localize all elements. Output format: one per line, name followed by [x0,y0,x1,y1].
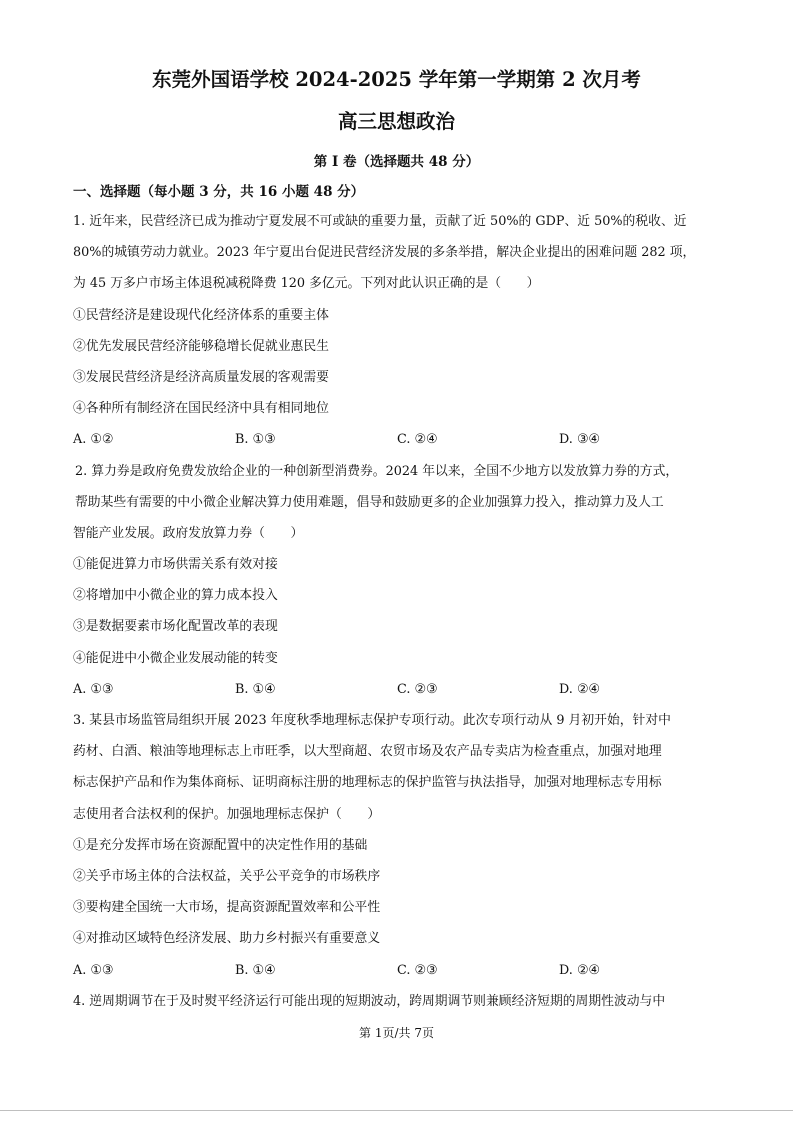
question-stem-line: 志使用者合法权利的保护。加强地理标志保护（ ） [73,806,381,822]
option-c[interactable]: C. ②④ [397,432,438,448]
section-title: 第 I 卷（选择题共 48 分） [313,154,480,170]
option-a[interactable]: A. ①② [73,432,114,448]
statement-item: ②优先发展民营经济能够稳增长促就业惠民生 [73,338,329,354]
option-d[interactable]: D. ③④ [559,432,600,448]
statement-item: ③是数据要素市场化配置改革的表现 [73,619,278,635]
statement-item: ④对推动区域特色经济发展、助力乡村振兴有重要意义 [73,931,381,947]
question-2 [73,456,723,706]
question-stem-line: 2. 算力券是政府免费发放给企业的一种创新型消费券。2024 年以来，全国不少地方以发放算力券的方式， [75,463,679,479]
statement-item: ④各种所有制经济在国民经济中具有相同地位 [73,401,329,417]
option-b[interactable]: B. ①④ [235,962,276,978]
statement-item: ①民营经济是建设现代化经济体系的重要主体 [73,307,329,323]
answer-options [73,955,723,986]
question-stem-line: 4. 逆周期调节在于及时熨平经济运行可能出现的短期波动，跨周期调节则兼顾经济短期的周期性波动与中 [73,993,666,1009]
statement-item: ②关乎市场主体的合法权益，关乎公平竞争的市场秩序 [73,868,381,884]
option-a[interactable]: A. ①③ [73,962,114,978]
part-title: 一、选择题（每小题 3 分，共 16 小题 48 分） [73,184,365,200]
option-c[interactable]: C. ②③ [397,962,438,978]
exam-subject: 高三思想政治 [337,110,455,133]
question-list [73,206,723,1017]
statement-item: ①是充分发挥市场在资源配置中的决定性作用的基础 [73,837,368,853]
option-b[interactable]: B. ①③ [235,432,276,448]
exam-title: 东莞外国语学校 2024-2025 学年第一学期第 2 次月考 [152,68,641,91]
question-stem-line: 为 45 万多户市场主体退税减税降费 120 多亿元。下列对此认识正确的是（ ） [73,276,540,292]
question-stem-line: 帮助某些有需要的中小微企业解决算力使用难题，倡导和鼓励更多的企业加强算力投入，推动算力及人工 [75,494,664,510]
question-stem-line: 80%的城镇劳动力就业。2023 年宁夏出台促进民营经济发展的多条举措，解决企业提出的困难问题 282 项， [73,245,696,261]
statement-item: ①能促进算力市场供需关系有效对接 [73,557,278,573]
option-a[interactable]: A. ①③ [73,681,114,697]
page-number: 第 1页/共 7页 [359,1026,434,1040]
question-4 [73,986,723,1017]
question-stem-line: 3. 某县市场监管局组织开展 2023 年度秋季地理标志保护专项行动。此次专项行动从 9 月初开始，针对中 [73,713,671,728]
answer-options [73,674,723,705]
question-stem-line: 1. 近年来，民营经济已成为推动宁夏发展不可或缺的重要力量，贡献了近 50%的 GDP、近 50%的税收、近 [73,214,687,229]
statement-item: ②将增加中小微企业的算力成本投入 [73,588,278,604]
option-d[interactable]: D. ②④ [559,681,600,697]
statement-item: ④能促进中小微企业发展动能的转变 [73,650,278,666]
question-3 [73,705,723,986]
question-stem-line: 标志保护产品和作为集体商标、证明商标注册的地理标志的保护监管与执法指导，加强对地理标志专用标 [73,775,662,791]
question-stem-line: 药材、白酒、粮油等地理标志上市旺季，以大型商超、农贸市场及农产品专卖店为检查重点，加强对地理 [73,744,662,760]
option-c[interactable]: C. ②③ [397,681,438,697]
option-d[interactable]: D. ②④ [559,962,600,978]
question-1 [73,206,723,456]
answer-options [73,424,723,455]
bottom-divider [0,1110,793,1111]
statement-item: ③发展民营经济是经济高质量发展的客观需要 [73,369,329,385]
statement-item: ③要构建全国统一大市场，提高资源配置效率和公平性 [73,900,381,916]
question-stem-line: 智能产业发展。政府发放算力券（ ） [73,525,304,541]
option-b[interactable]: B. ①④ [235,681,276,697]
